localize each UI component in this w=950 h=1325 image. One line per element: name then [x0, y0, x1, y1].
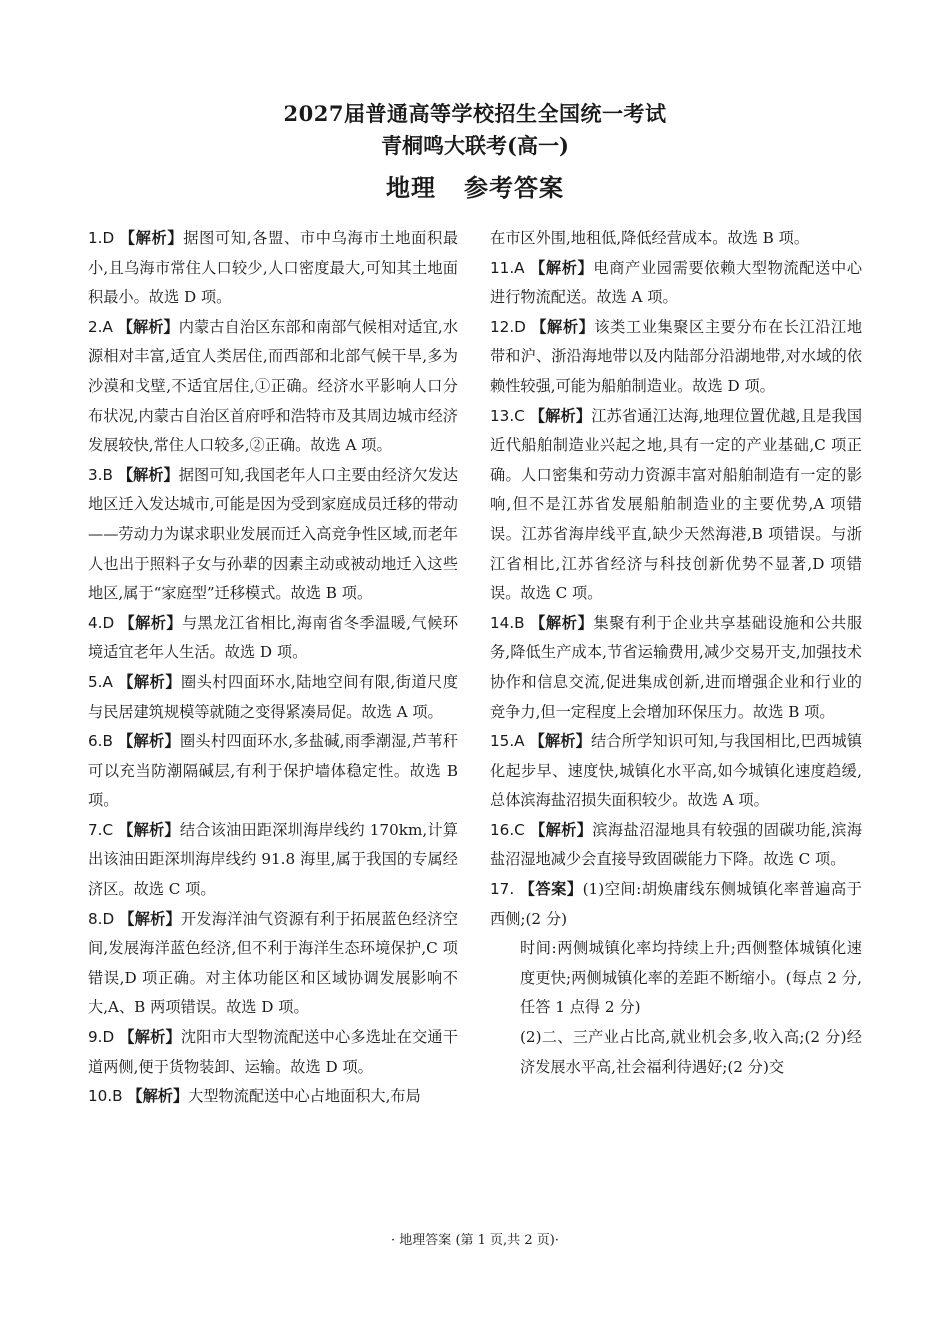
answer-item — [88, 461, 458, 609]
analysis-tag: 【解析】 — [119, 909, 181, 928]
answer-text: 在市区外围,地租低,降低经营成本。故选 B 项。 — [490, 229, 810, 247]
answer-text: 据图可知,我国老年人口主要由经济欠发达地区迁入发达城市,可能是因为受到家庭成员迁移的带动——劳动力为谋求职业发展而迁入高竞争性区域,而老年人也出于照料子女与孙辈的因素主动或被动地迁入这些地区,属于“家庭型”迁移模式。故选 B 项。 — [88, 465, 459, 603]
analysis-tag: 【解析】 — [119, 613, 183, 632]
answer-item — [88, 668, 458, 727]
answer-text: 电商产业园需要依赖大型物流配送中心进行物流配送。故选 A 项。 — [490, 258, 863, 307]
question-number: 14.B — [490, 613, 525, 632]
page-footer: · 地理答案 (第 1 页,共 2 页)· — [391, 1233, 559, 1248]
answer-item — [490, 816, 862, 875]
answer-item — [88, 816, 458, 905]
analysis-tag: 【解析】 — [530, 613, 594, 632]
question-number: 12.D — [490, 317, 526, 336]
question-number: 7.C — [88, 820, 114, 839]
question-number: 4.D — [88, 613, 115, 632]
answer-text: 江苏省通江达海,地理位置优越,且是我国近代船舶制造业兴起之地,具有一定的产业基础,C 项正确。人口密集和劳动力资源丰富对船舶制造有一定的影响,但不是江苏省发展船舶制造业的主要优势,A 项错误。江苏省海岸线平直,缺少天然海港,B 项错误。与浙江省相比,江苏省经济与科技创新优势不显著,D 项错误。故选 C 项。 — [490, 406, 863, 603]
answer-item — [490, 254, 862, 313]
answer-item — [88, 609, 458, 668]
right-column — [490, 224, 862, 1082]
left-column — [88, 224, 458, 1112]
answer-item — [88, 727, 458, 816]
answer-text: 圈头村四面环水,陆地空间有限,街道尺度与民居建筑规模等就随之变得紧凑局促。故选 A 项。 — [88, 672, 459, 721]
answer-item — [490, 313, 862, 402]
answer-item — [490, 727, 862, 816]
answer-item — [490, 875, 862, 934]
question-number: 10.B — [88, 1087, 123, 1106]
answer-text: (1)空间:胡焕庸线东侧城镇化率普遍高于西侧;(2 分) — [490, 880, 862, 928]
analysis-tag: 【解析】 — [530, 258, 594, 277]
answer-item — [88, 1023, 458, 1082]
document-type: 参考答案 — [464, 173, 564, 202]
exam-title: 2027届普通高等学校招生全国统一考试 — [283, 101, 667, 126]
analysis-tag: 【解析】 — [118, 732, 180, 751]
answer-text: 与黑龙江省相比,海南省冬季温暖,气候环境适宜老年人生活。故选 D 项。 — [88, 613, 459, 662]
question-number: 1.D — [88, 229, 115, 247]
answer-continuation: (2)二、三产业占比高,就业机会多,收入高;(2 分)经济发展水平高,社会福利待遇好;(2 分)交 — [520, 1028, 862, 1076]
answer-text: 集聚有利于企业共享基础设施和公共服务,降低生产成本,节省运输费用,减少交易开支,加强技术协作和信息交流,促进集成创新,进而增强企业和行业的竞争力,但一定程度上会增加环保压力。故选 B 项。 — [490, 613, 863, 721]
answer-text: 圈头村四面环水,多盐碱,雨季潮湿,芦苇秆可以充当防潮隔碱层,有利于保护墙体稳定性。故选 B 项。 — [88, 732, 459, 810]
answer-item — [490, 402, 862, 609]
answer-continuation: 时间:两侧城镇化率均持续上升;西侧整体城镇化速度更快;两侧城镇化率的差距不断缩小。(每点 2 分,任答 1 点得 2 分) — [520, 939, 862, 1017]
subject-heading — [0, 168, 950, 203]
analysis-tag: 【解析】 — [117, 465, 179, 484]
analysis-tag: 【解析】 — [529, 406, 592, 425]
question-number: 11.A — [490, 258, 525, 277]
answer-text: 滨海盐沼湿地具有较强的固碳功能,滨海盐沼湿地减少会直接导致固碳能力下降。故选 C 项。 — [490, 820, 863, 869]
question-number: 17. — [490, 880, 515, 899]
analysis-tag: 【解析】 — [118, 672, 182, 691]
analysis-tag: 【答案】 — [519, 880, 583, 899]
answer-text: 内蒙古自治区东部和南部气候相对适宜,水源相对丰富,适宜人类居住,而西部和北部气候干旱,多为沙漠和戈壁,不适宜居住,①正确。经济水平影响人口分布状况,内蒙古自治区首府呼和浩特市及其周边城市经济发展较快,常住人口较多,②正确。故选 A 项。 — [88, 317, 459, 455]
answer-item — [88, 313, 458, 461]
question-number: 15.A — [490, 732, 525, 751]
answer-text: 开发海洋油气资源有利于拓展蓝色经济空间,发展海洋蓝色经济,但不利于海洋生态环境保护,C 项错误,D 项正确。对主体功能区和区域协调发展影响不大,A、B 两项错误。故选 D 项。 — [88, 909, 459, 1017]
answer-item — [490, 609, 862, 727]
analysis-tag: 【解析】 — [530, 820, 593, 839]
subject-name: 地理 — [386, 173, 436, 202]
answer-text: 结合所学知识可知,与我国相比,巴西城镇化起步早、速度快,城镇化水平高,如今城镇化速度趋缓,总体滨海盐沼损失面积较少。故选 A 项。 — [490, 732, 863, 810]
exam-series: 青桐鸣大联考(高一) — [381, 133, 569, 158]
question-number: 8.D — [88, 909, 115, 928]
question-number: 6.B — [88, 732, 113, 751]
question-number: 5.A — [88, 672, 113, 691]
analysis-tag: 【解析】 — [117, 317, 179, 336]
answer-item — [490, 224, 862, 254]
question-number: 13.C — [490, 406, 525, 425]
answer-item — [88, 224, 458, 313]
analysis-tag: 【解析】 — [529, 732, 592, 751]
analysis-tag: 【解析】 — [119, 229, 184, 247]
analysis-tag: 【解析】 — [127, 1087, 189, 1106]
question-number: 2.A — [88, 317, 113, 336]
answer-item — [88, 1082, 458, 1112]
answer-text: 大型物流配送中心占地面积大,布局 — [188, 1087, 421, 1106]
question-number: 3.B — [88, 465, 113, 484]
answer-text: 沈阳市大型物流配送中心多选址在交通干道两侧,便于货物装卸、运输。故选 D 项。 — [88, 1028, 459, 1076]
question-number: 9.D — [88, 1028, 115, 1047]
analysis-tag: 【解析】 — [119, 1028, 181, 1047]
answer-text: 结合该油田距深圳海岸线约 170km,计算出该油田距深圳海岸线约 91.8 海里,属于我国的专属经济区。故选 C 项。 — [88, 820, 459, 899]
analysis-tag: 【解析】 — [531, 317, 595, 336]
answer-item — [88, 905, 458, 1023]
answer-text: 据图可知,各盟、市中乌海市土地面积最小,且乌海市常住人口较少,人口密度最大,可知其土地面积最小。故选 D 项。 — [88, 229, 459, 307]
analysis-tag: 【解析】 — [118, 820, 180, 839]
answer-text: 该类工业集聚区主要分布在长江沿江地带和沪、浙沿海地带以及内陆部分沿湖地带,对水域的依赖性较强,可能为船舶制造业。故选 D 项。 — [490, 317, 863, 395]
question-number: 16.C — [490, 820, 525, 839]
